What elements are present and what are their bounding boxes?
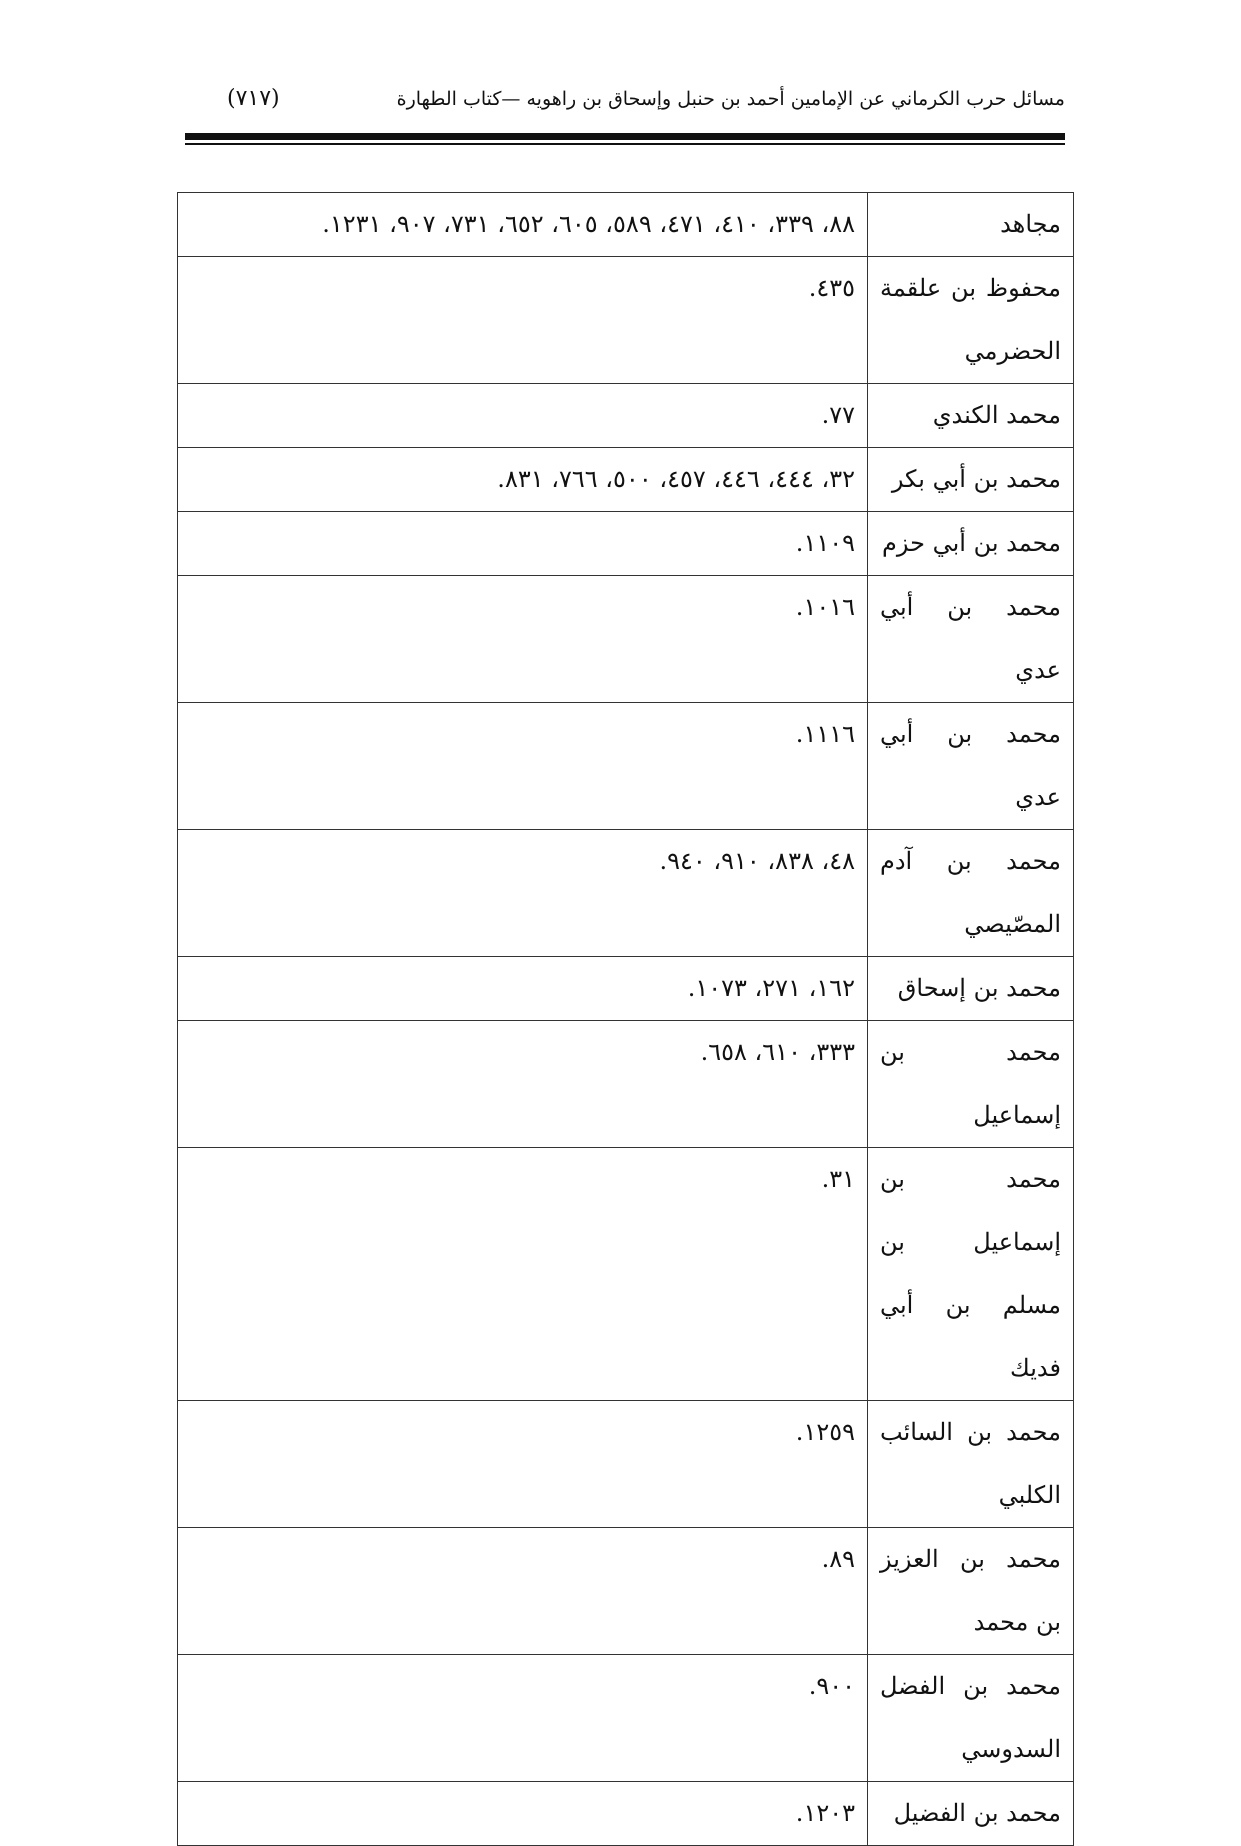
table-row <box>178 1148 1074 1401</box>
pages-cell: ١٢٠٣. <box>178 1782 868 1846</box>
pages-cell: ٩٠٠. <box>178 1655 868 1782</box>
name-cell: محمد بن العزيز بن محمد <box>868 1528 1074 1655</box>
header-rule-thick <box>185 133 1065 140</box>
pages-cell: ٣١. <box>178 1148 868 1401</box>
pages-cell: ١٠١٦. <box>178 576 868 703</box>
name-cell: محمد بن أبي بكر <box>868 448 1074 512</box>
table-row <box>178 830 1074 957</box>
name-cell: محمد بن الفضيل <box>868 1782 1074 1846</box>
table-row <box>178 957 1074 1021</box>
table-row <box>178 703 1074 830</box>
name-cell: محمد بن السائب الكلبي <box>868 1401 1074 1528</box>
table-row <box>178 193 1074 257</box>
pages-cell: ٤٣٥. <box>178 257 868 384</box>
pages-cell: ٨٨، ٣٣٩، ٤١٠، ٤٧١، ٥٨٩، ٦٠٥، ٦٥٢، ٧٣١، ٩٠٧، ١٢٣١. <box>178 193 868 257</box>
name-cell: محمد بن إسماعيل بن مسلم بن أبي فديك <box>868 1148 1074 1401</box>
name-cell: محمد بن الفضل السدوسي <box>868 1655 1074 1782</box>
name-cell: محمد الكندي <box>868 384 1074 448</box>
pages-cell: ٣٣٣، ٦١٠، ٦٥٨. <box>178 1021 868 1148</box>
running-title: مسائل حرب الكرماني عن الإمامين أحمد بن حنبل وإسحاق بن راهويه —كتاب الطهارة <box>396 88 1065 110</box>
name-cell: محمد بن إسحاق <box>868 957 1074 1021</box>
table-row <box>178 1655 1074 1782</box>
page-number: (٧١٧) <box>227 86 280 111</box>
pages-cell: ١٦٢، ٢٧١، ١٠٧٣. <box>178 957 868 1021</box>
table-row <box>178 576 1074 703</box>
table-row <box>178 1401 1074 1528</box>
name-cell: محفوظ بن علقمة الحضرمي <box>868 257 1074 384</box>
name-cell: مجاهد <box>868 193 1074 257</box>
pages-cell: ١١١٦. <box>178 703 868 830</box>
pages-cell: ٣٢، ٤٤٤، ٤٤٦، ٤٥٧، ٥٠٠، ٧٦٦، ٨٣١. <box>178 448 868 512</box>
table-row <box>178 512 1074 576</box>
name-cell: محمد بن أبي عدي <box>868 703 1074 830</box>
pages-cell: ١٢٥٩. <box>178 1401 868 1528</box>
pages-cell: ١١٠٩. <box>178 512 868 576</box>
table-row <box>178 1782 1074 1846</box>
table-row <box>178 1528 1074 1655</box>
pages-cell: ٤٨، ٨٣٨، ٩١٠، ٩٤٠. <box>178 830 868 957</box>
name-cell: محمد بن إسماعيل <box>868 1021 1074 1148</box>
table-row <box>178 257 1074 384</box>
table-row <box>178 448 1074 512</box>
header-rule-thin <box>185 143 1065 145</box>
table-row <box>178 384 1074 448</box>
name-cell: محمد بن أبي حزم <box>868 512 1074 576</box>
page-header <box>185 88 1065 128</box>
index-table <box>177 192 1074 1846</box>
name-cell: محمد بن آدم المصّيصي <box>868 830 1074 957</box>
pages-cell: ٧٧. <box>178 384 868 448</box>
pages-cell: ٨٩. <box>178 1528 868 1655</box>
table-row <box>178 1021 1074 1148</box>
name-cell: محمد بن أبي عدي <box>868 576 1074 703</box>
